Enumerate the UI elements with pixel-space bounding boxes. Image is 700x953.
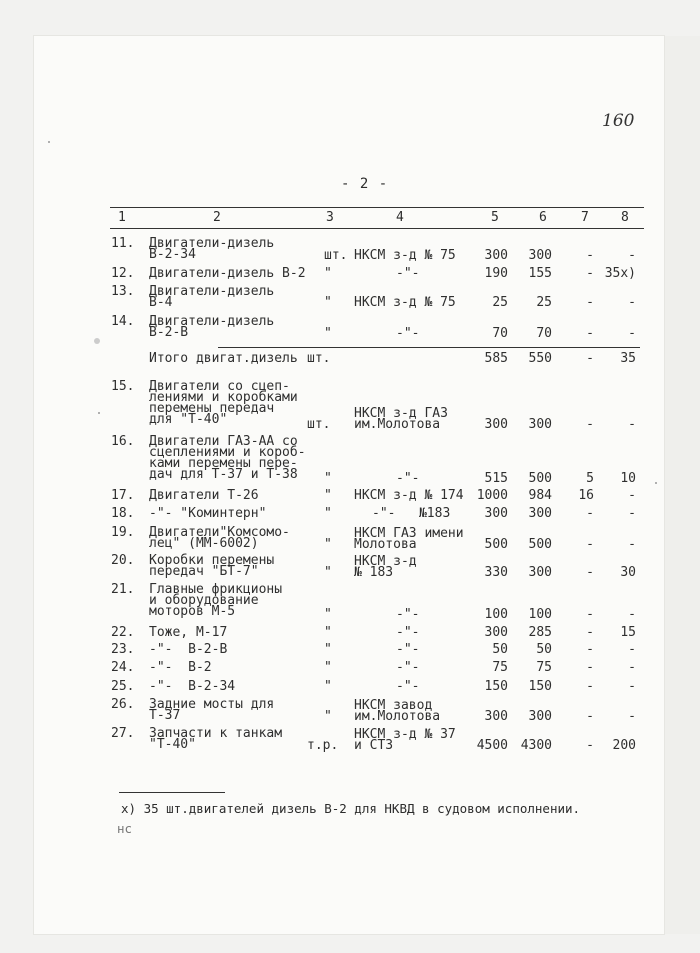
qty-col6: 155 [528,266,552,281]
item-name: Двигатели-дизель [149,284,275,299]
supplier: -"- [396,326,420,341]
item-name: Двигатели-дизель [149,314,275,329]
supplier: им.Молотова [354,709,441,724]
item-name: Двигатели Т-26 [149,488,259,503]
item-name: Запчасти к танкам [149,726,283,741]
item-name: Главные фрикционы [149,582,283,597]
item-name: -"- В-2-34 [149,679,236,694]
qty-col7: - [586,642,594,657]
item-name: лец" (ММ-6002) [149,536,259,551]
supplier: НКСМ з-д [354,554,417,569]
unit: " [324,565,332,580]
supplier: НКСМ з-д ГАЗ [354,406,448,421]
unit: " [324,660,332,675]
paper-speck [98,412,100,414]
item-name: передач "БТ-7" [149,564,259,579]
unit: шт. [307,417,331,432]
item-name: и оборудование [149,593,259,608]
item-name: Задние мосты для [149,697,275,712]
qty-col8: - [628,295,636,310]
qty-col8: - [628,660,636,675]
row-number: 11. [111,236,135,251]
qty-col7: - [586,607,594,622]
item-name: дач для Т-37 и Т-38 [149,467,298,482]
column-header: 7 [581,210,589,225]
qty-col7: - [586,351,594,366]
page-edge [664,36,700,934]
qty-col5: 300 [484,709,508,724]
row-number: 24. [111,660,135,675]
subtotal-rule [218,347,640,348]
unit: " [324,625,332,640]
qty-col8: 30 [620,565,636,580]
supplier: НКСМ з-д № 174 [354,488,464,503]
column-header: 8 [621,210,629,225]
qty-col7: - [586,625,594,640]
item-name: Итого двигат.дизель [149,351,298,366]
qty-col5: 150 [484,679,508,694]
qty-col8: 35 [620,351,636,366]
qty-col6: 50 [536,642,552,657]
qty-col7: - [586,738,594,753]
qty-col5: 75 [492,660,508,675]
qty-col6: 300 [528,248,552,263]
item-name: моторов М-5 [149,604,236,619]
supplier: -"- [396,607,420,622]
qty-col7: 5 [586,471,594,486]
supplier: Молотова [354,537,417,552]
table-top-rule [110,207,644,208]
unit: шт. [324,248,348,263]
qty-col6: 100 [528,607,552,622]
item-name: -"- "Коминтерн" [149,506,267,521]
item-name: В-2-В [149,325,189,340]
qty-col6: 70 [536,326,552,341]
unit: " [324,326,332,341]
supplier: -"- [396,642,420,657]
row-number: 27. [111,726,135,741]
qty-col5: 50 [492,642,508,657]
page-number: - 2 - [341,176,389,192]
qty-col6: 984 [528,488,552,503]
qty-col5: 25 [492,295,508,310]
column-header: 3 [326,210,334,225]
qty-col7: - [586,417,594,432]
qty-col6: 300 [528,565,552,580]
item-name: для "Т-40" [149,412,228,427]
qty-col6: 500 [528,471,552,486]
qty-col7: 16 [578,488,594,503]
item-name: Двигатели"Комсомо- [149,525,290,540]
supplier: № 183 [354,565,394,580]
column-header: 2 [213,210,221,225]
supplier: -"- [396,625,420,640]
qty-col5: 190 [484,266,508,281]
item-name: -"- В-2 [149,660,212,675]
qty-col7: - [586,709,594,724]
qty-col7: - [586,506,594,521]
unit: т.р. [307,738,339,753]
row-number: 25. [111,679,135,694]
qty-col5: 100 [484,607,508,622]
unit: " [324,506,332,521]
item-name: Т-37 [149,708,181,723]
supplier: НКСМ з-д № 75 [354,248,456,263]
qty-col8: - [628,506,636,521]
table-header-rule [110,228,644,229]
qty-col5: 515 [484,471,508,486]
qty-col8: 35x) [604,266,636,281]
paper-speck [655,482,657,484]
paper-speck [94,338,100,344]
row-number: 22. [111,625,135,640]
item-name: -"- В-2-В [149,642,228,657]
item-name: Двигатели-дизель [149,236,275,251]
row-number: 12. [111,266,135,281]
row-number: 14. [111,314,135,329]
row-number: 23. [111,642,135,657]
supplier: им.Молотова [354,417,441,432]
qty-col5: 1000 [476,488,508,503]
unit: " [324,607,332,622]
qty-col5: 300 [484,506,508,521]
qty-col6: 500 [528,537,552,552]
qty-col8: - [628,607,636,622]
archive-number: 160 [602,111,635,131]
qty-col6: 300 [528,506,552,521]
qty-col8: - [628,537,636,552]
qty-col6: 300 [528,709,552,724]
footnote: x) 35 шт.двигателей дизель В-2 для НКВД в судовом исполнении. [121,801,581,816]
footnote-rule [119,792,225,793]
document-page [34,36,664,934]
qty-col8: 15 [620,625,636,640]
unit: " [324,266,332,281]
row-number: 21. [111,582,135,597]
qty-col8: 200 [612,738,636,753]
item-name: Двигатели со сцеп- [149,379,290,394]
qty-col6: 300 [528,417,552,432]
item-name: лениями и коробками [149,390,298,405]
unit: " [324,679,332,694]
qty-col7: - [586,326,594,341]
qty-col8: - [628,642,636,657]
item-name: перемены передач [149,401,275,416]
qty-col7: - [586,248,594,263]
qty-col5: 585 [484,351,508,366]
supplier: -"- №183 [372,506,451,521]
qty-col7: - [586,660,594,675]
item-name: ками перемены пере- [149,456,298,471]
supplier: НКСМ ГАЗ имени [354,526,464,541]
qty-col7: - [586,565,594,580]
qty-col8: - [628,679,636,694]
unit: " [324,709,332,724]
row-number: 18. [111,506,135,521]
qty-col8: - [628,248,636,263]
qty-col8: - [628,417,636,432]
row-number: 20. [111,553,135,568]
qty-col7: - [586,266,594,281]
unit: шт. [307,351,331,366]
column-header: 5 [491,210,499,225]
qty-col7: - [586,537,594,552]
qty-col5: 300 [484,248,508,263]
supplier: -"- [396,660,420,675]
unit: " [324,537,332,552]
qty-col5: 300 [484,417,508,432]
qty-col8: - [628,326,636,341]
qty-col7: - [586,679,594,694]
supplier: -"- [396,471,420,486]
row-number: 13. [111,284,135,299]
qty-col6: 550 [528,351,552,366]
column-header: 4 [396,210,404,225]
supplier: НКСМ з-д № 37 [354,727,456,742]
row-number: 16. [111,434,135,449]
item-name: "Т-40" [149,737,196,752]
supplier: -"- [396,679,420,694]
row-number: 15. [111,379,135,394]
qty-col6: 75 [536,660,552,675]
qty-col7: - [586,295,594,310]
item-name: сцеплениями и короб- [149,445,306,460]
unit: " [324,295,332,310]
qty-col6: 150 [528,679,552,694]
item-name: Тоже, М-17 [149,625,228,640]
item-name: Коробки перемены [149,553,275,568]
qty-col5: 500 [484,537,508,552]
row-number: 26. [111,697,135,712]
qty-col5: 4500 [476,738,508,753]
paper-speck [48,141,50,143]
column-header: 6 [539,210,547,225]
item-name: Двигатели ГАЗ-АА со [149,434,298,449]
qty-col6: 285 [528,625,552,640]
qty-col5: 330 [484,565,508,580]
qty-col5: 70 [492,326,508,341]
supplier: НКСМ завод [354,698,433,713]
qty-col5: 300 [484,625,508,640]
qty-col6: 4300 [520,738,552,753]
item-name: В-2-34 [149,247,196,262]
unit: " [324,471,332,486]
column-header: 1 [118,210,126,225]
unit: " [324,642,332,657]
supplier: и СТЗ [354,738,394,753]
item-name: В-4 [149,295,173,310]
unit: " [324,488,332,503]
qty-col8: 10 [620,471,636,486]
row-number: 19. [111,525,135,540]
qty-col6: 25 [536,295,552,310]
supplier: -"- [396,266,420,281]
qty-col8: - [628,709,636,724]
item-name: Двигатели-дизель В-2 [149,266,306,281]
qty-col8: - [628,488,636,503]
supplier: НКСМ з-д № 75 [354,295,456,310]
row-number: 17. [111,488,135,503]
bottom-mark: нс [117,821,133,836]
